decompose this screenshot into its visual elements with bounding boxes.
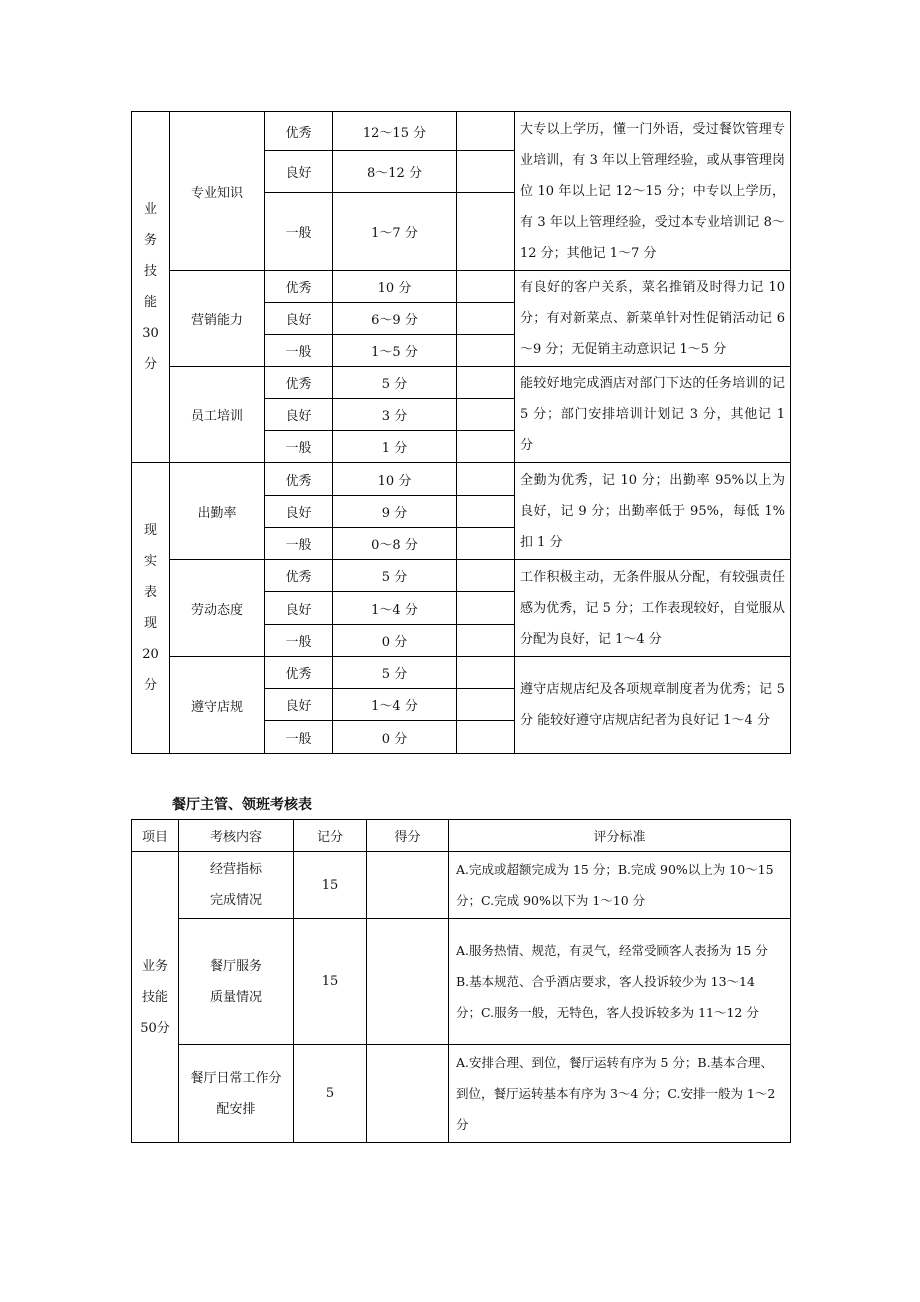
score-cell: 5 分 <box>333 657 457 689</box>
blank-cell <box>367 1045 449 1143</box>
blank-cell <box>457 528 515 560</box>
blank-cell <box>457 271 515 303</box>
score-cell: 9 分 <box>333 496 457 528</box>
level-cell: 良好 <box>265 303 333 335</box>
item-name: 营销能力 <box>170 271 265 367</box>
header-score: 记分 <box>294 820 367 852</box>
score-cell: 0 分 <box>333 625 457 657</box>
content-cell: 餐厅服务 质量情况 <box>179 919 294 1045</box>
blank-cell <box>457 689 515 721</box>
score-cell: 5 分 <box>333 367 457 399</box>
criteria-cell: 能较好地完成酒店对部门下达的任务培训的记 5 分；部门安排培训计划记 3 分，其他记 1 分 <box>515 367 791 463</box>
blank-cell <box>457 496 515 528</box>
blank-cell <box>457 625 515 657</box>
item-name: 员工培训 <box>170 367 265 463</box>
score-cell: 15 <box>294 852 367 919</box>
blank-cell <box>457 721 515 754</box>
section-label: 业务 技能 50分 <box>132 852 179 1143</box>
criteria-cell: A.安排合理、到位，餐厅运转有序为 5 分；B.基本合理、到位，餐厅运转基本有序为 3～4 分；C.安排一般为 1～2 分 <box>449 1045 791 1143</box>
blank-cell <box>457 335 515 367</box>
section-label-business-skills: 业 务 技 能 30 分 <box>132 112 170 463</box>
level-cell: 良好 <box>265 592 333 625</box>
level-cell: 一般 <box>265 721 333 754</box>
blank-cell <box>457 151 515 193</box>
item-name: 专业知识 <box>170 112 265 271</box>
blank-cell <box>457 431 515 463</box>
criteria-cell: 大专以上学历，懂一门外语，受过餐饮管理专业培训，有 3 年以上管理经验，或从事管理岗位 10 年以上记 12～15 分；中专以上学历，有 3 年以上管理经验，受过本专业培训记 8～12 分；其他记 1～7 分 <box>515 112 791 271</box>
table2-title: 餐厅主管、领班考核表 <box>172 797 312 813</box>
level-cell: 优秀 <box>265 657 333 689</box>
blank-cell <box>367 852 449 919</box>
criteria-cell: 工作积极主动，无条件服从分配，有较强责任感为优秀，记 5 分；工作表现较好，自觉服从分配为良好，记 1～4 分 <box>515 560 791 657</box>
score-cell: 1 分 <box>333 431 457 463</box>
score-cell: 3 分 <box>333 399 457 431</box>
level-cell: 优秀 <box>265 463 333 496</box>
item-name: 出勤率 <box>170 463 265 560</box>
assessment-table-2 <box>131 819 791 1143</box>
header-got: 得分 <box>367 820 449 852</box>
item-name: 劳动态度 <box>170 560 265 657</box>
level-cell: 优秀 <box>265 560 333 592</box>
score-cell: 6～9 分 <box>333 303 457 335</box>
blank-cell <box>457 399 515 431</box>
level-cell: 优秀 <box>265 271 333 303</box>
level-cell: 良好 <box>265 399 333 431</box>
score-cell: 1～4 分 <box>333 689 457 721</box>
level-cell: 一般 <box>265 528 333 560</box>
score-cell: 5 分 <box>333 560 457 592</box>
blank-cell <box>457 463 515 496</box>
level-cell: 一般 <box>265 625 333 657</box>
score-cell: 1～7 分 <box>333 193 457 271</box>
blank-cell <box>457 367 515 399</box>
level-cell: 良好 <box>265 496 333 528</box>
blank-cell <box>457 112 515 151</box>
level-cell: 良好 <box>265 151 333 193</box>
blank-cell <box>457 657 515 689</box>
level-cell: 优秀 <box>265 367 333 399</box>
level-cell: 一般 <box>265 335 333 367</box>
criteria-cell: A.服务热情、规范，有灵气，经常受顾客人表扬为 15 分 B.基本规范、合乎酒店要求，客人投诉较少为 13～14 分；C.服务一般，无特色，客人投诉较多为 11～12 分 <box>449 919 791 1045</box>
criteria-cell: A.完成或超额完成为 15 分；B.完成 90%以上为 10～15 分；C.完成 90%以下为 1～10 分 <box>449 852 791 919</box>
item-name: 遵守店规 <box>170 657 265 754</box>
score-cell: 0～8 分 <box>333 528 457 560</box>
blank-cell <box>457 560 515 592</box>
criteria-cell: 有良好的客户关系，菜名推销及时得力记 10 分；有对新菜点、新菜单针对性促销活动记 6～9 分；无促销主动意识记 1～5 分 <box>515 271 791 367</box>
level-cell: 一般 <box>265 193 333 271</box>
score-cell: 0 分 <box>333 721 457 754</box>
header-item: 项目 <box>132 820 179 852</box>
content-cell: 经营指标 完成情况 <box>179 852 294 919</box>
content-cell: 餐厅日常工作分 配安排 <box>179 1045 294 1143</box>
level-cell: 良好 <box>265 689 333 721</box>
score-cell: 10 分 <box>333 463 457 496</box>
blank-cell <box>457 193 515 271</box>
assessment-table-1 <box>131 111 791 754</box>
blank-cell <box>457 592 515 625</box>
criteria-cell: 遵守店规店纪及各项规章制度者为优秀；记 5 分 能较好遵守店规店纪者为良好记 1～4 分 <box>515 657 791 754</box>
score-cell: 10 分 <box>333 271 457 303</box>
level-cell: 优秀 <box>265 112 333 151</box>
score-cell: 5 <box>294 1045 367 1143</box>
blank-cell <box>367 919 449 1045</box>
score-cell: 15 <box>294 919 367 1045</box>
header-criteria: 评分标准 <box>449 820 791 852</box>
score-cell: 1～4 分 <box>333 592 457 625</box>
criteria-cell: 全勤为优秀，记 10 分；出勤率 95%以上为良好，记 9 分；出勤率低于 95%，每低 1%扣 1 分 <box>515 463 791 560</box>
section-label-actual-performance: 现 实 表 现 20 分 <box>132 463 170 754</box>
score-cell: 1～5 分 <box>333 335 457 367</box>
level-cell: 一般 <box>265 431 333 463</box>
header-content: 考核内容 <box>179 820 294 852</box>
blank-cell <box>457 303 515 335</box>
score-cell: 12～15 分 <box>333 112 457 151</box>
score-cell: 8～12 分 <box>333 151 457 193</box>
